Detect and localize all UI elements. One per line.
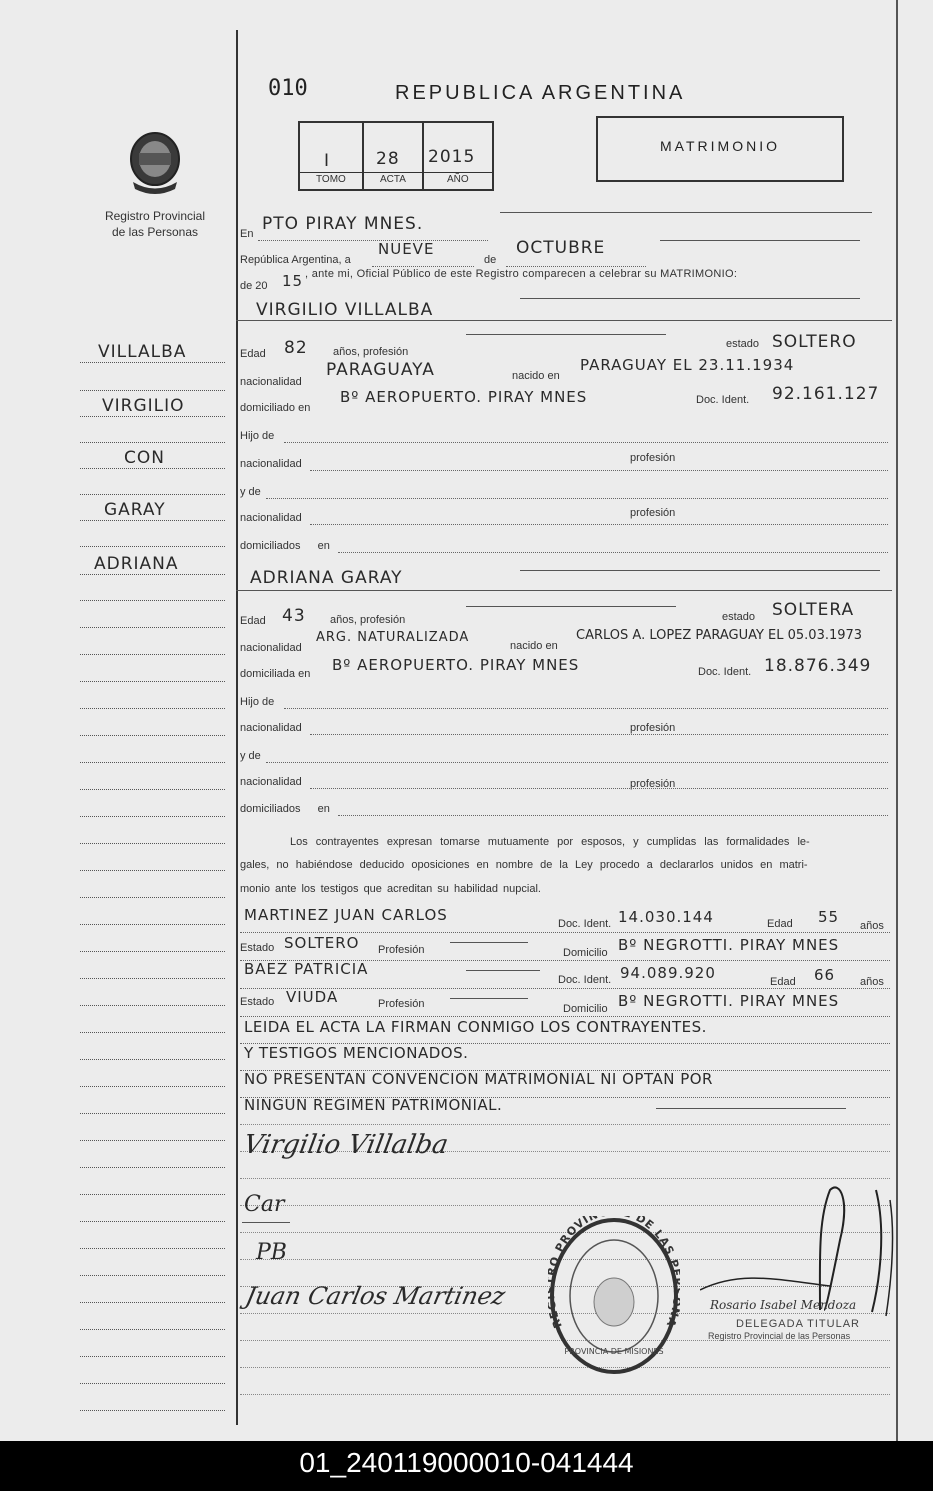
ano-value: 2015 [428,147,476,167]
spouse1-doc-label: Doc. Ident. [696,394,750,406]
note-line4: NINGUN REGIMEN PATRIMONIAL. [244,1096,503,1114]
spouse1-nacionalidad2-label: nacionalidad [240,458,302,470]
spouse2-nacionalidad2-label: nacionalidad [240,722,302,734]
witness2-anos-label: años [860,976,884,988]
spouse1-estado: SOLTERO [772,332,857,352]
acta-value: 28 [376,149,400,169]
registry-stamp [548,1216,680,1376]
spouse1-nacionalidad-label: nacionalidad [240,376,302,388]
spouse1-nacionalidad3-label: nacionalidad [240,512,302,524]
signature-witness1: Juan Carlos Martinez [243,1282,508,1310]
signature-witness2: PB [256,1240,287,1265]
witness2-doc: 94.089.920 [620,964,716,982]
intro-statement: , ante mi, Oficial Público de este Registro comparecen a celebrar su MATRIMONIO: [305,268,738,280]
witness2-estado-label: Estado [240,996,275,1008]
margin-note-surname: VILLALBA [98,342,187,362]
witness2-estado: VIUDA [286,988,339,1006]
spouse1-name: VIRGILIO VILLALBA [256,300,434,320]
spouse2-domiciliada-label: domiciliada en [240,668,311,680]
official-title: DELEGADA TITULAR [736,1318,860,1330]
spouse1-edad: 82 [284,338,308,358]
republica-label: República Argentina, a [240,254,351,266]
signature-spouse1: Virgilio Villalba [241,1130,451,1160]
signature-spouse2: Car [244,1192,285,1217]
statement-line1: Los contrayentes expresan tomarse mutuamente por esposos, y cumplidas las formalidades le- [290,836,810,848]
spouse2-nacionalidad-label: nacionalidad [240,642,302,654]
witness1-name: MARTINEZ JUAN CARLOS [244,906,448,924]
note-line2: Y TESTIGOS MENCIONADOS. [244,1044,469,1062]
witness2-doc-label: Doc. Ident. [558,974,612,986]
spouse2-nacido: CARLOS A. LOPEZ PARAGUAY EL 05.03.1973 [576,628,863,643]
margin-note-con: CON [124,448,165,468]
witness2-domicilio-label: Domicilio [563,1003,608,1015]
year-suffix: 15 [282,272,304,290]
witness1-domicilio: Bº NEGROTTI. PIRAY MNES [618,936,840,954]
spouse2-name: ADRIANA GARAY [250,568,403,588]
left-margin-line [236,30,238,1425]
spouse1-yde-label: y de [240,486,261,498]
place-value: PTO PIRAY MNES. [262,214,424,234]
spouse1-nacionalidad: PARAGUAYA [326,360,435,380]
provincial-seal-icon [125,127,185,197]
spouse2-nacido-label: nacido en [510,640,558,652]
margin-note-firstname2: ADRIANA [94,554,179,574]
witness2-name: BAEZ PATRICIA [244,960,369,978]
registry-line2: de las Personas [111,225,199,239]
seal-text: PROVINCIA DE MISIONES [564,1347,664,1356]
witness1-edad-label: Edad [767,918,793,930]
spouse2-domiciliados-label: domiciliados en [240,803,330,815]
spouse2-estado: SOLTERA [772,600,855,620]
witness1-doc-label: Doc. Ident. [558,918,612,930]
margin-note-surname2: GARAY [104,500,166,520]
statement-line3: monio ante los testigos que acreditan su habilidad nupcial. [240,883,541,895]
spouse1-domicilio: Bº AEROPUERTO. PIRAY MNES [340,388,588,406]
spouse2-profesion-label: profesión [630,722,676,734]
month-value: OCTUBRE [516,238,606,258]
note-line3: NO PRESENTAN CONVENCION MATRIMONIAL NI OPTAN POR [244,1070,713,1088]
tomo-label: TOMO [316,174,346,185]
witness1-domicilio-label: Domicilio [563,947,608,959]
spouse1-edad-label: Edad [240,348,266,360]
acta-label: ACTA [380,174,406,185]
spouse1-profesion2-label: profesión [630,507,676,519]
witness1-profesion-label: Profesión [378,944,425,956]
year-prefix: de 20 [240,280,268,292]
month-de-label: de [484,254,497,266]
spouse2-edad-label: Edad [240,615,266,627]
spouse2-doc-label: Doc. Ident. [698,666,752,678]
doc-type-label: MATRIMONIO [660,138,780,154]
spouse1-domiciliados-label: domiciliados en [240,540,330,552]
spouse2-edad: 43 [282,606,306,626]
tomo-acta-box [298,121,494,191]
spouse2-estado-label: estado [722,611,756,623]
spouse2-nacionalidad: ARG. NATURALIZADA [316,630,470,645]
ano-label: AÑO [447,174,469,185]
witness2-edad: 66 [814,966,836,984]
spouse2-domicilio: Bº AEROPUERTO. PIRAY MNES [332,656,580,674]
witness2-domicilio: Bº NEGROTTI. PIRAY MNES [618,992,840,1010]
spouse2-anos-profesion-label: años, profesión [330,614,406,626]
spouse1-anos-profesion-label: años, profesión [333,346,409,358]
official-org: Registro Provincial de las Personas [708,1331,851,1341]
spouse1-nacido: PARAGUAY EL 23.11.1934 [580,356,795,374]
witness1-estado-label: Estado [240,942,275,954]
file-identifier: 01_240119000010-041444 [0,1441,933,1491]
spouse2-nacionalidad3-label: nacionalidad [240,776,302,788]
page-number: 010 [268,76,308,101]
country-title: REPUBLICA ARGENTINA [395,82,686,104]
witness2-edad-label: Edad [770,976,796,988]
spouse1-hijo-label: Hijo de [240,430,275,442]
stamp-text: R O PROVI DE LAS A [548,1216,680,1330]
witness1-doc: 14.030.144 [618,908,714,926]
witness1-anos-label: años [860,920,884,932]
witness1-estado: SOLTERO [284,934,360,952]
spouse2-profesion2-label: profesión [630,778,676,790]
spouse1-estado-label: estado [726,338,760,350]
registry-line1: Registro Provincial [104,209,206,223]
spouse1-domiciliado-label: domiciliado en [240,402,311,414]
witness1-edad: 55 [818,908,840,926]
note-line1: LEIDA EL ACTA LA FIRMAN CONMIGO LOS CONTRAYENTES. [244,1018,707,1036]
day-value: NUEVE [378,240,435,258]
tomo-value: I [324,151,331,171]
official-name: Rosario Isabel Mendoza [710,1298,857,1312]
spouse2-yde-label: y de [240,750,261,762]
statement-line2: gales, no habiéndose deducido oposiciones en nombre de la Ley procedo a declararlos unidos en matri- [240,859,808,871]
witness2-profesion-label: Profesión [378,998,425,1010]
spouse1-doc: 92.161.127 [772,384,880,404]
en-label: En [240,228,254,240]
margin-note-firstname: VIRGILIO [102,396,185,416]
spouse1-nacido-label: nacido en [512,370,560,382]
spouse1-profesion-label: profesión [630,452,676,464]
spouse2-doc: 18.876.349 [764,656,872,676]
doc-type-box [596,116,844,182]
spouse2-hijo-label: Hijo de [240,696,275,708]
